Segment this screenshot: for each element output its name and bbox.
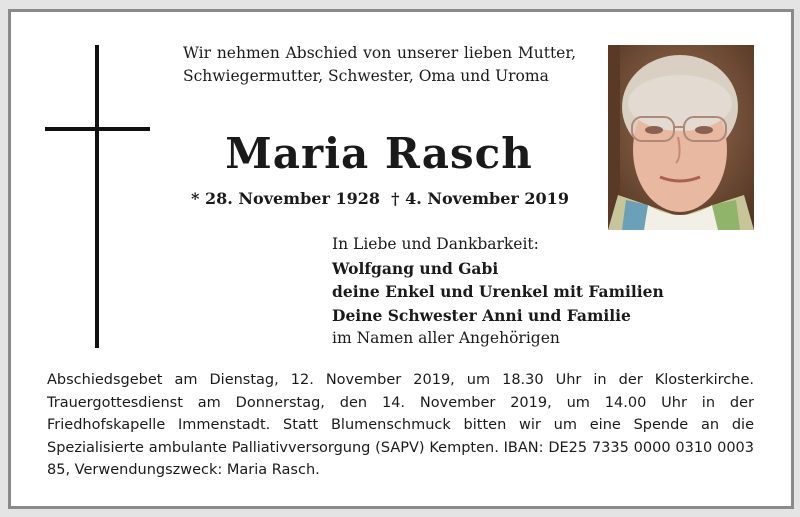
cross-icon-bar bbox=[45, 127, 150, 131]
service-details: Abschiedsgebet am Dienstag, 12. November 2019, um 18.30 Uhr in der Klosterkirche. Trauergottesdienst am Donnerstag, den 14. November 2019, um 14.00 Uhr in der Friedhofskapelle Immenstadt. Statt Blumenschmuck bitten wir um eine Spende an die Spezialisierte ambulante Palliativversorgung (SAPV) Kempten. IBAN: DE25 7335 0000 0310 0003 85, Verwendungszweck: Maria Rasch. bbox=[47, 372, 754, 478]
cross-icon bbox=[95, 45, 99, 348]
family-line-2: deine Enkel und Urenkel mit Familien bbox=[332, 282, 664, 301]
life-dates: * 28. November 1928 † 4. November 2019 bbox=[191, 189, 569, 208]
family-closing: im Namen aller Angehörigen bbox=[332, 329, 560, 347]
family-line-3: Deine Schwester Anni und Familie bbox=[332, 305, 631, 325]
family-signature bbox=[332, 233, 682, 351]
portrait-photo bbox=[608, 45, 754, 230]
family-line-1: Wolfgang und Gabi bbox=[332, 258, 499, 278]
family-lead: In Liebe und Dankbarkeit: bbox=[332, 235, 539, 253]
deceased-name: Maria Rasch bbox=[225, 129, 533, 178]
intro-text: Wir nehmen Abschied von unserer lieben Mutter, Schwiegermutter, Schwester, Oma und Uroma bbox=[183, 44, 576, 85]
